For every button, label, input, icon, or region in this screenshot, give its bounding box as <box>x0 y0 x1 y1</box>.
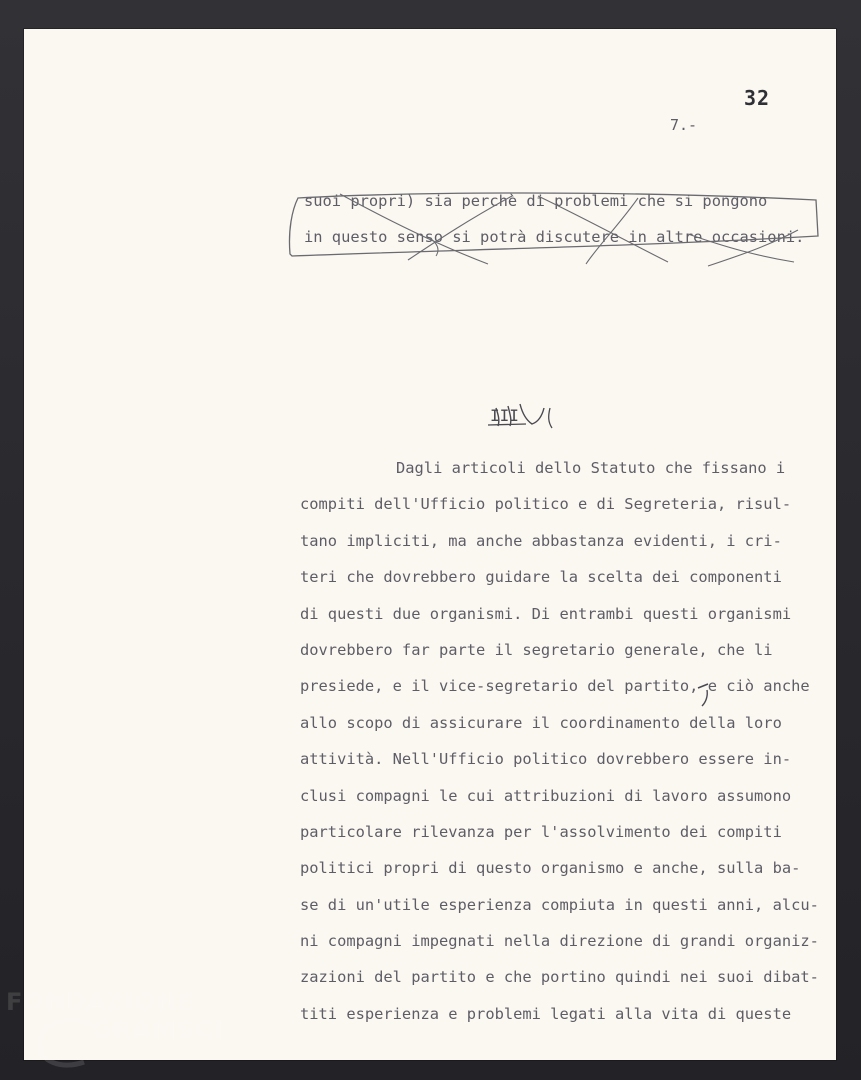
text-line: ni compagni impegnati nella direzione di grandi organiz- <box>300 932 819 951</box>
section-heading <box>482 398 572 434</box>
text-line: politici propri di questo organismo e anche, sulla ba- <box>300 859 801 878</box>
section-heading-text: III <box>490 406 519 425</box>
text-line: particolare rilevanza per l'assolvimento dei compiti <box>300 822 782 841</box>
text-line: clusi compagni le cui attribuzioni di lavoro assumono <box>300 786 792 805</box>
handwritten-comma-correction <box>694 680 716 708</box>
text-line: attività. Nell'Ufficio politico dovrebbero essere in- <box>300 750 792 769</box>
handwritten-heading-correction <box>482 398 572 434</box>
text-line: compiti dell'Ufficio politico e di Segreteria, risul- <box>300 495 792 514</box>
text-line: Dagli articoli dello Statuto che fissano i <box>396 459 786 477</box>
text-line: titi esperienza e problemi legati alla vita di queste <box>300 1004 792 1023</box>
struck-out-passage <box>288 190 822 270</box>
archive-watermark <box>2 986 222 1076</box>
struck-out-line: suoi propri) sia perchè di problemi che si pongono <box>304 192 768 210</box>
typed-page-number: 7.- <box>670 116 698 134</box>
body-paragraph <box>300 454 820 1036</box>
text-line: zazioni del partito e che portino quindi nei suoi dibat- <box>300 968 819 987</box>
text-line: presiede, e il vice-segretario del partito, e ciò anche <box>300 677 810 696</box>
text-line: allo scopo di assicurare il coordinamento della loro <box>300 713 782 732</box>
text-line: tano impliciti, ma anche abbastanza evidenti, i cri- <box>300 531 782 550</box>
text-line: dovrebbero far parte il segretario generale, che li <box>300 640 773 659</box>
text-line: teri che dovrebbero guidare la scelta dei componenti <box>300 568 782 587</box>
watermark-text: FONDAZIONE <box>6 988 195 1016</box>
text-line: di questi due organismi. Di entrambi questi organismi <box>300 604 792 623</box>
struck-out-line: in questo senso si potrà discutere in altre occasioni. <box>304 228 805 246</box>
archive-page-number: 32 <box>744 86 771 110</box>
watermark-text: GRAMSCI <box>92 1016 224 1044</box>
text-line: se di un'utile esperienza compiuta in questi anni, alcu- <box>300 895 819 914</box>
